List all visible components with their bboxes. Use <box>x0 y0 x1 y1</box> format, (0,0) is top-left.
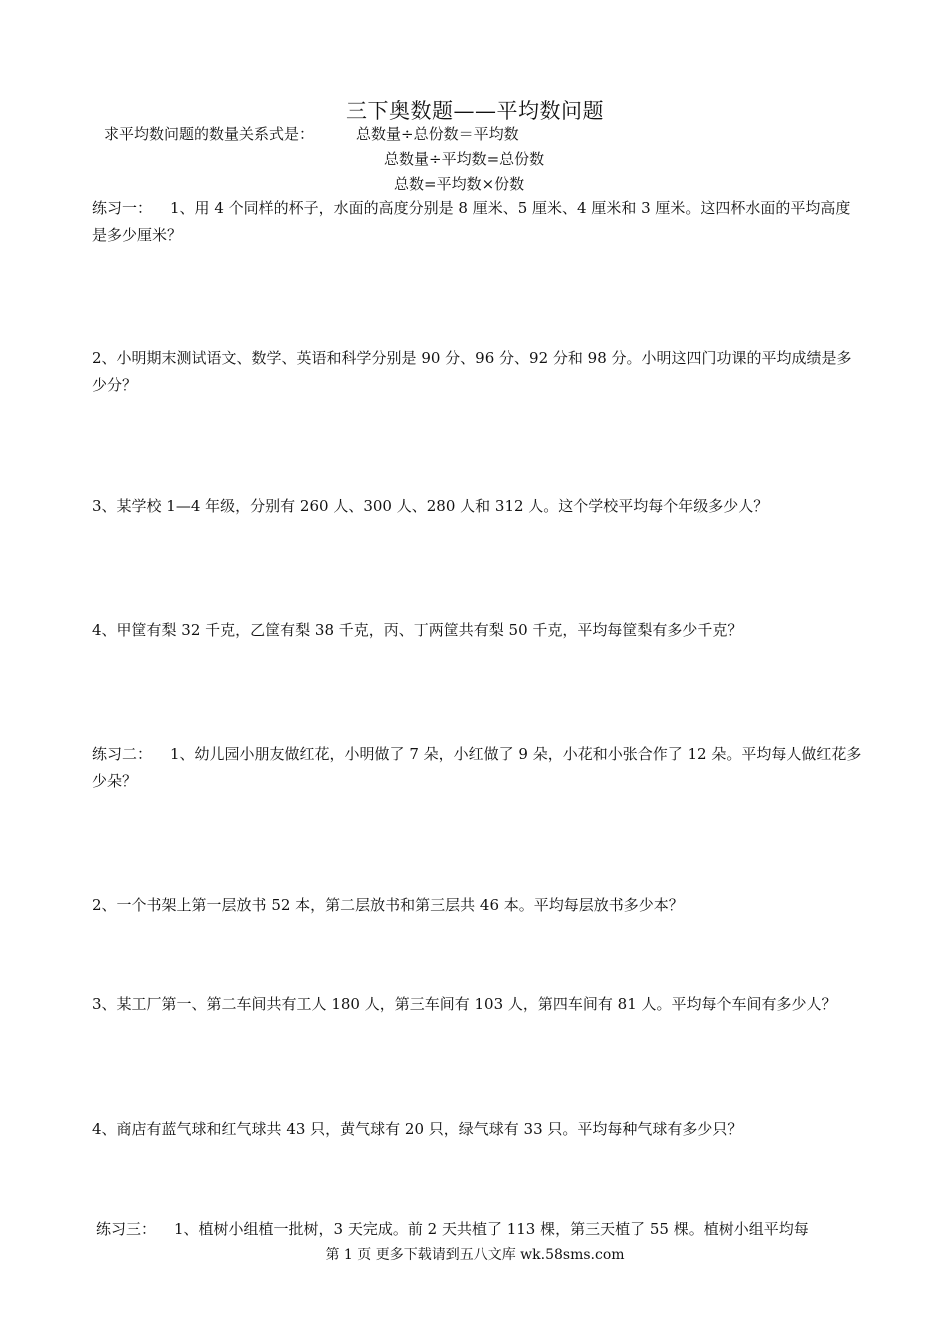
question-text: 3、某工厂第一、第二车间共有工人 180 人，第三车间有 103 人，第四车间有 81 人。平均每个车间有多少人？ <box>92 995 837 1013</box>
question-text: 2、一个书架上第一层放书 52 本，第二层放书和第三层共 46 本。平均每层放书多少本？ <box>92 896 684 914</box>
section-label-1: 练习一： <box>92 199 153 217</box>
question-text: 1、用 4 个同样的杯子，水面的高度分别是 8 厘米、5 厘米、4 厘米和 3 厘米。这四杯水面的平均高度是多少厘米？ <box>92 199 851 244</box>
exercise-2-question-2 <box>92 892 862 919</box>
question-text: 4、甲筐有梨 32 千克，乙筐有梨 38 千克，丙、丁两筐共有梨 50 千克，平均每筐梨有多少千克？ <box>92 621 743 639</box>
exercise-1-question-1 <box>92 195 862 249</box>
exercise-1-question-3 <box>92 493 862 520</box>
question-text: 3、某学校 1—4 年级，分别有 260 人、300 人、280 人和 312 人。这个学校平均每个年级多少人？ <box>92 497 769 515</box>
section-label-3: 练习三： <box>96 1220 157 1238</box>
exercise-3-question-1 <box>96 1216 866 1243</box>
exercise-1-question-2 <box>92 345 862 399</box>
page-title: 三下奥数题——平均数问题 <box>346 99 604 123</box>
formula-intro: 求平均数问题的数量关系式是： <box>104 125 315 143</box>
question-text: 1、植树小组植一批树，3 天完成。前 2 天共植了 113 棵，第三天植了 55 棵。植树小组平均每 <box>174 1220 809 1238</box>
formula-2: 总数量÷平均数=总份数 <box>384 150 545 168</box>
exercise-2-question-3 <box>92 991 862 1018</box>
page-footer: 第 1 页 更多下载请到五八文库 wk.58sms.com <box>325 1247 625 1263</box>
exercise-2-question-4 <box>92 1116 862 1143</box>
exercise-1-question-4 <box>92 617 862 644</box>
section-label-2: 练习二： <box>92 745 153 763</box>
question-text: 1、幼儿园小朋友做红花，小明做了 7 朵，小红做了 9 朵，小花和小张合作了 12 朵。平均每人做红花多少朵？ <box>92 745 862 790</box>
question-text: 2、小明期末测试语文、数学、英语和科学分别是 90 分、96 分、92 分和 98 分。小明这四门功课的平均成绩是多少分？ <box>92 349 852 394</box>
formula-3: 总数=平均数×份数 <box>394 175 525 193</box>
exercise-2-question-1 <box>92 741 862 795</box>
formula-1: 总数量÷总份数＝平均数 <box>356 125 519 143</box>
question-text: 4、商店有蓝气球和红气球共 43 只，黄气球有 20 只，绿气球有 33 只。平均每种气球有多少只？ <box>92 1120 743 1138</box>
